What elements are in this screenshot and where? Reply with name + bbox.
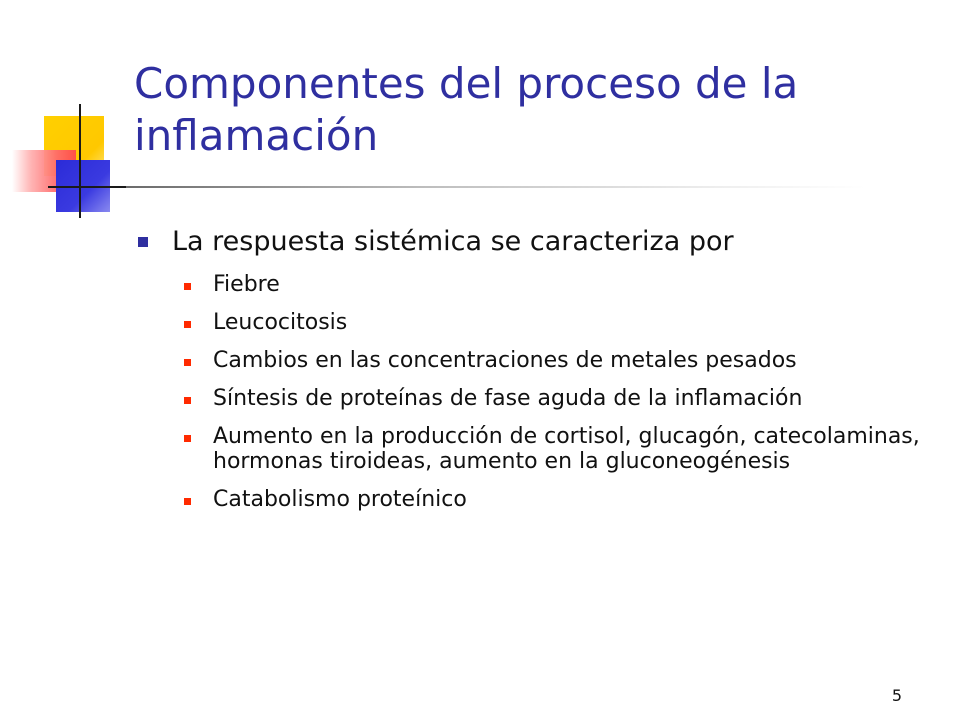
sub-bullet-item — [184, 386, 938, 411]
sub-bullet-text: Síntesis de proteínas de fase aguda de la inflamación — [213, 386, 803, 411]
sub-bullet-marker — [184, 498, 191, 505]
sub-bullet-marker — [184, 435, 191, 442]
slide-content — [138, 222, 938, 525]
logo-horizontal-line — [48, 186, 128, 188]
sub-bullet-item — [184, 272, 938, 297]
sub-bullet-text: Cambios en las concentraciones de metales pesados — [213, 348, 797, 373]
sub-bullet-text: Aumento en la producción de cortisol, glucagón, catecolaminas, hormonas tiroideas, aumento en la gluconeogénesis — [213, 424, 920, 474]
main-bullet-marker — [138, 237, 148, 247]
sub-bullet-text: Leucocitosis — [213, 310, 348, 335]
sub-bullet-item — [184, 424, 938, 474]
sub-bullet-marker — [184, 283, 191, 290]
sub-bullet-marker — [184, 321, 191, 328]
decorative-logo — [0, 0, 140, 220]
logo-vertical-line — [79, 104, 81, 218]
sub-bullet-item — [184, 348, 938, 373]
sub-bullet-item — [184, 310, 938, 335]
sub-bullet-marker — [184, 359, 191, 366]
slide-title: Componentes del proceso de la inflamación — [134, 59, 799, 160]
main-bullet-item — [138, 222, 938, 262]
sub-bullet-item — [184, 487, 938, 512]
sub-bullet-marker — [184, 397, 191, 404]
main-bullet-text: La respuesta sistémica se caracteriza por — [172, 226, 734, 257]
page-number: 5 — [891, 686, 902, 705]
title-divider-line — [126, 186, 866, 188]
sub-bullet-list — [138, 272, 938, 512]
sub-bullet-text: Catabolismo proteínico — [213, 487, 467, 512]
sub-bullet-text: Fiebre — [213, 272, 280, 297]
